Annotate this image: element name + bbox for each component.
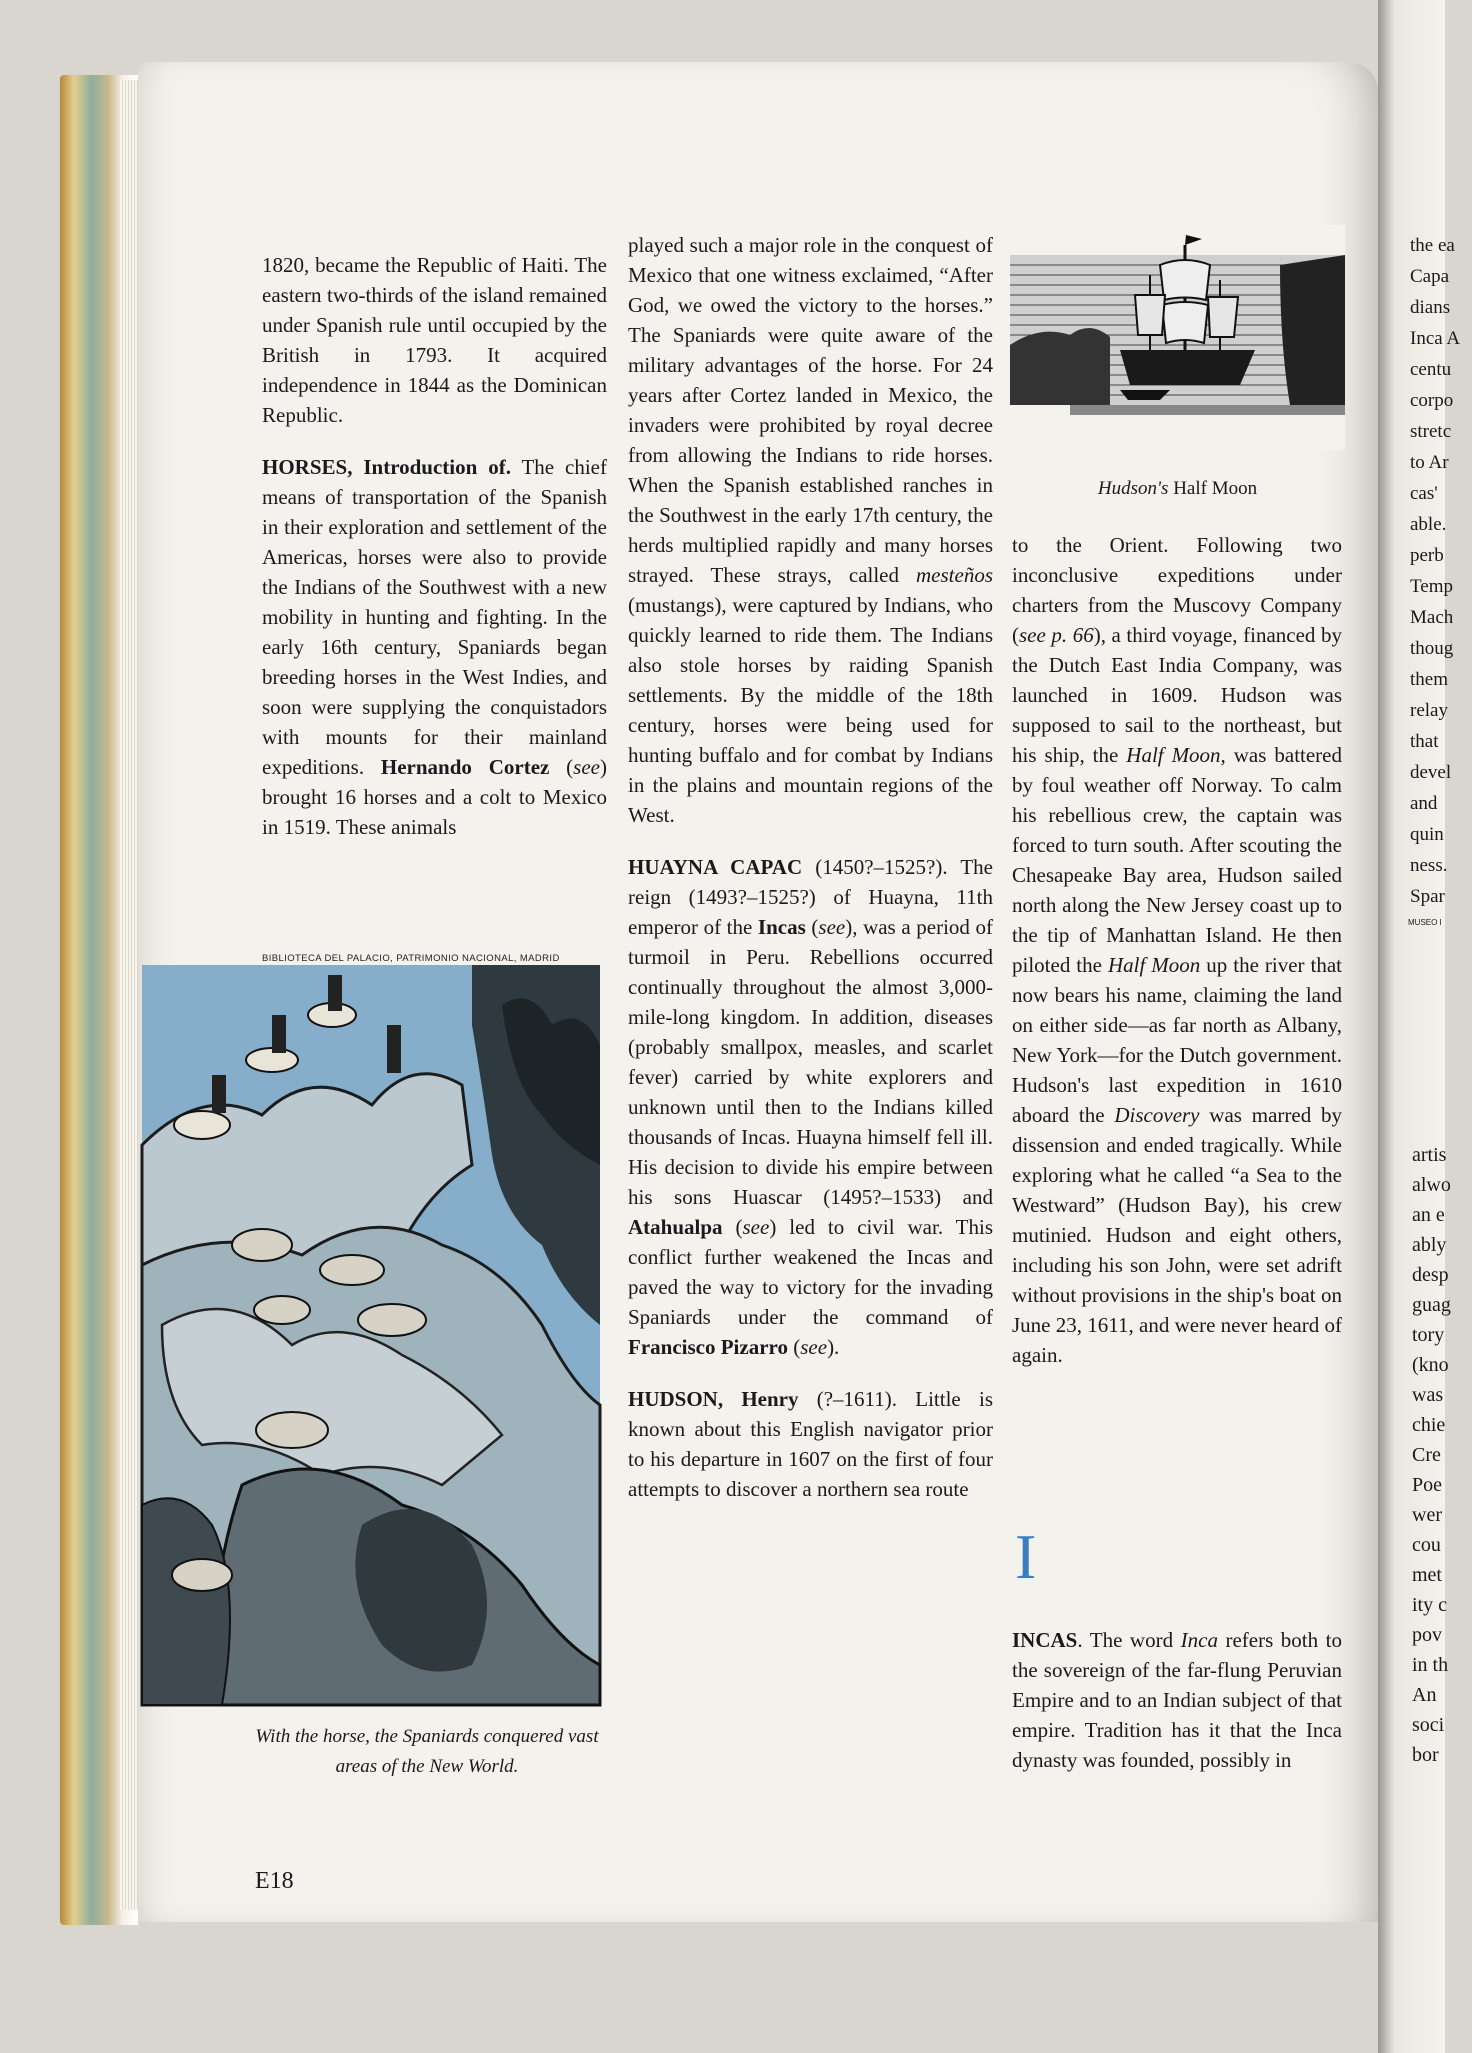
hudson-entry: HUDSON, Henry (?–1611). Little is known about this English navigator prior to his departure in 1607 on the first of four attempts to discover a northern sea route — [628, 1387, 993, 1501]
hudson-continued: to the Orient. Following two inconclusive expeditions under charters from the Muscovy Company (see p. 66), a third voyage, financed by the Dutch East India Company, was launched in 1609. Hudson was supposed to sail to the northeast, but his ship, the Half Moon, was battered by foul weather off Norway. To calm his rebellious crew, the captain was forced to turn south. After scouting the Chesapeake Bay area, Hudson sailed north along the New Jersey coast up to the tip of Manhattan Island. He then piloted the Half Moon up the river that now bears his name, claiming the land on either side—as far north as Albany, New York—for the Dutch government. Hudson's last expedition in 1610 aboard the Discovery was marred by dissension and ended tragically. While exploring what he called “a Sea to the Westward” (Hudson Bay), his crew mutinied. Hudson and eight others, including his son John, were set adrift without provisions in the ship's boat on June 23, 1611, and were never heard of again. — [1012, 533, 1342, 1367]
horses-continued: played such a major role in the conquest of Mexico that one witness exclaimed, “After God, we owed the victory to the horses.” The Spaniards were quite aware of the military advantages of the horse. For 24 years after Cortez landed in Mexico, the invaders were prohibited by royal decree from allowing the Indians to ride horses. When the Spanish established ranches in the Southwest in the early 17th century, the herds multiplied rapidly and many horses strayed. These strays, called mesteños (mustangs), were captured by Indians, who quickly learned to ride them. The Indians also stole horses by raiding Spanish settlements. By the middle of the 18th century, horses were being used for hunting buffalo and for combat by Indians in the plains and mountain regions of the West. — [628, 233, 993, 827]
facing-page-text-bottom — [1412, 1140, 1472, 1770]
half-moon-engraving — [1010, 225, 1345, 450]
facing-page-line: Mach — [1410, 607, 1454, 628]
facing-page-line: corpo — [1410, 390, 1454, 411]
facing-page-line: able. — [1410, 514, 1447, 535]
facing-page-line: Capa — [1410, 266, 1450, 287]
facing-page-line: ness. — [1410, 855, 1448, 876]
haiti-paragraph: 1820, became the Republic of Haiti. The eastern two-thirds of the island remained under Spanish rule until occupied by the British in 1793. It acquired independence in 1844 as the Dominican Republic. — [262, 253, 607, 427]
facing-page-line: (kno — [1412, 1354, 1449, 1376]
facing-page-line: guag — [1412, 1294, 1451, 1316]
facing-page-line: centu — [1410, 359, 1452, 380]
facing-page-line: soci — [1412, 1714, 1445, 1736]
facing-page-line: alwo — [1412, 1174, 1451, 1196]
facing-page-line: Spar — [1410, 886, 1445, 907]
cortez-link: Hernando Cortez — [380, 755, 550, 779]
facing-page-line: bor — [1412, 1744, 1439, 1766]
facing-page-line: perb — [1410, 545, 1444, 566]
incas-entry: INCAS. The word Inca refers both to the sovereign of the far-flung Peruvian Empire and to an Indian subject of that empire. Tradition has it that the Inca dynasty was founded, possibly in — [1012, 1628, 1342, 1772]
facing-page-line: tory — [1412, 1324, 1445, 1346]
facing-page-line: devel — [1410, 762, 1452, 783]
facing-page-line: cas' — [1410, 483, 1438, 504]
painting-caption: With the horse, the Spaniards conquered vast areas of the New World. — [255, 1726, 599, 1777]
facing-page-line: relay — [1410, 700, 1448, 721]
facing-page-line: Temp — [1410, 576, 1453, 597]
page-number: E18 — [255, 1868, 294, 1894]
facing-page-credit: MUSEO I — [1408, 918, 1442, 927]
facing-page-line: was — [1412, 1384, 1444, 1406]
facing-page-line: in th — [1412, 1654, 1449, 1676]
facing-page-text-top — [1410, 230, 1470, 912]
facing-page-line: ity c — [1412, 1594, 1447, 1616]
facing-page-line: An — [1412, 1684, 1437, 1706]
facing-page-line: Inca A — [1410, 328, 1461, 349]
incas-heading: INCAS — [1012, 1628, 1078, 1652]
facing-page-line: an e — [1412, 1204, 1445, 1226]
facing-page-line: cou — [1412, 1534, 1441, 1556]
facing-page-line: that — [1410, 731, 1439, 752]
horses-entry: HORSES, Introduction of. The chief means of transportation of the Spanish in their exploration and settlement of the Americas, horses were also to provide the Indians of the Southwest with a new mobility in hunting and fighting. In the early 16th century, Spaniards began breeding horses in the West Indies, and soon were supplying the conquistadors with mounts for their mainland expeditions. Hernando Cortez (see) brought 16 horses and a colt to Mexico in 1519. These animals — [262, 455, 607, 839]
facing-page-line: chie — [1412, 1414, 1446, 1436]
incas-column — [1012, 1625, 1342, 1775]
facing-page-line: them — [1410, 669, 1448, 690]
conquistadors-painting — [142, 965, 600, 1705]
facing-page-line: artis — [1412, 1144, 1447, 1166]
facing-page-line: met — [1412, 1564, 1442, 1586]
huayna-capac-entry: HUAYNA CAPAC (1450?–1525?). The reign (1493?–1525?) of Huayna, 11th emperor of the Incas (see), was a period of turmoil in Peru. Rebellions occurred continually throughout the almost 3,000-mile-long kingdom. In addition, diseases (probably smallpox, measles, and scarlet fever) carried by white explorers and unknown until then to the Indians killed thousands of Incas. Huayna himself fell ill. His decision to divide his empire between his sons Huascar (1495?–1533) and Atahualpa (see) led to civil war. This conflict further weakened the Incas and paved the way to victory for the invading Spaniards under the command of Francisco Pizarro (see). — [628, 855, 993, 1359]
facing-page-line: Cre — [1412, 1444, 1441, 1466]
facing-page-line: dians — [1410, 297, 1451, 318]
facing-page-line: wer — [1412, 1504, 1442, 1526]
page-edges — [120, 80, 138, 1910]
facing-page-line: Poe — [1412, 1474, 1442, 1496]
hudson-heading: HUDSON, Henry — [628, 1387, 799, 1411]
column-2 — [628, 230, 993, 1504]
section-initial-letter: I — [1015, 1521, 1037, 1592]
facing-page-line: thoug — [1410, 638, 1454, 659]
photo-credit: BIBLIOTECA DEL PALACIO, PATRIMONIO NACIONAL, MADRID — [262, 953, 560, 964]
facing-page-line: pov — [1412, 1624, 1442, 1646]
facing-page-line: quin — [1410, 824, 1444, 845]
ship-caption: Hudson's Half Moon — [1097, 478, 1258, 499]
column-1 — [262, 250, 607, 842]
facing-page-line: ably — [1412, 1234, 1447, 1256]
facing-page-line: stretc — [1410, 421, 1452, 442]
facing-page-line: and — [1410, 793, 1438, 814]
facing-page-line: desp — [1412, 1264, 1449, 1286]
facing-page-line: the ea — [1410, 235, 1455, 256]
column-3 — [1012, 530, 1342, 1370]
facing-page-line: to Ar — [1410, 452, 1449, 473]
facing-page-fragment — [1378, 0, 1461, 2053]
huayna-capac-heading: HUAYNA CAPAC — [628, 855, 803, 879]
horses-heading: HORSES, Introduction of. — [262, 455, 511, 479]
